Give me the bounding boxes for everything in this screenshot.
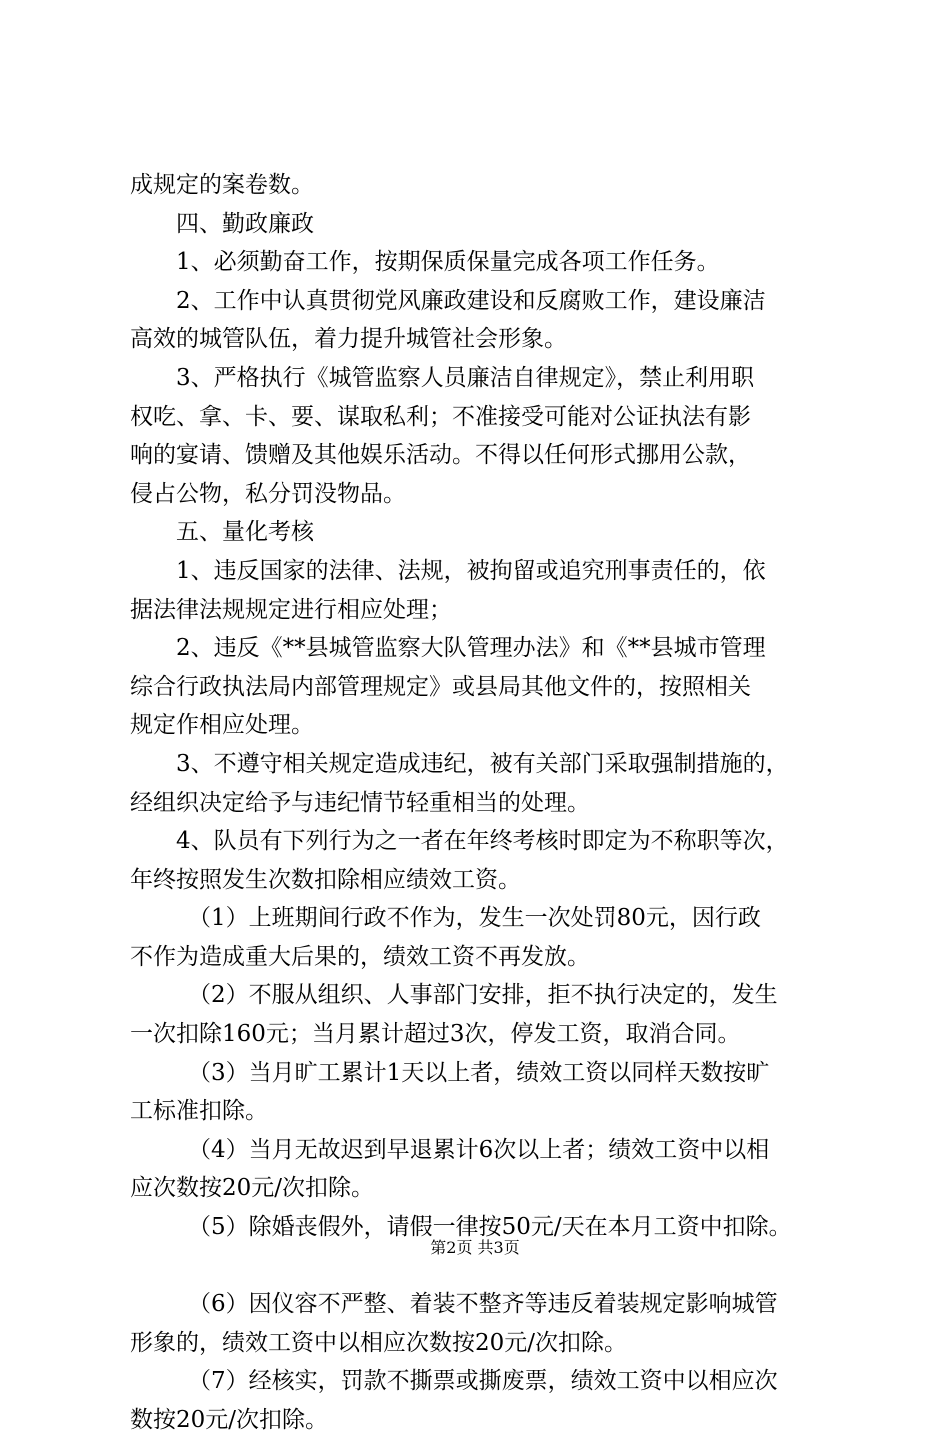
text-line: 侵占公物，私分罚没物品。 <box>130 480 406 507</box>
text-line: （1）上班期间行政不作为，发生一次处罚80元，因行政 <box>188 905 761 932</box>
text-line: 不作为造成重大后果的，绩效工资不再发放。 <box>130 943 590 970</box>
text-line: 1、必须勤奋工作，按期保质保量完成各项工作任务。 <box>176 249 720 276</box>
text-line: （5）除婚丧假外，请假一律按50元/天在本月工资中扣除。 <box>188 1214 792 1241</box>
text-line: 响的宴请、馈赠及其他娱乐活动。不得以任何形式挪用公款， <box>130 442 751 469</box>
text-line: 经组织决定给予与违纪情节轻重相当的处理。 <box>130 789 590 816</box>
text-line: 1、违反国家的法律、法规，被拘留或追究刑事责任的，依 <box>176 557 766 584</box>
text-line: （7）经核实，罚款不撕票或撕废票，绩效工资中以相应次 <box>188 1368 778 1395</box>
text-line: 年终按照发生次数扣除相应绩效工资。 <box>130 866 521 893</box>
text-line: 工标准扣除。 <box>130 1098 268 1125</box>
text-line: 2、违反《**县城管监察大队管理办法》和《**县城市管理 <box>176 635 766 662</box>
text-line: 高效的城管队伍，着力提升城管社会形象。 <box>130 326 567 353</box>
section-heading: 五、量化考核 <box>176 519 314 546</box>
page-indicator: 第2页 共3页 <box>430 1238 520 1257</box>
text-line: 规定作相应处理。 <box>130 712 314 739</box>
page-footer <box>0 1235 950 1258</box>
text-line: 一次扣除160元；当月累计超过3次，停发工资，取消合同。 <box>130 1021 741 1048</box>
text-line: 3、不遵守相关规定造成违纪，被有关部门采取强制措施的， <box>176 750 789 777</box>
section-heading: 四、勤政廉政 <box>176 210 314 237</box>
text-line: 2、工作中认真贯彻党风廉政建设和反腐败工作，建设廉洁 <box>176 287 766 314</box>
text-line: （3）当月旷工累计1天以上者，绩效工资以同样天数按旷 <box>188 1059 770 1086</box>
text-line: 应次数按20元/次扣除。 <box>130 1175 375 1202</box>
text-line: 4、队员有下列行为之一者在年终考核时即定为不称职等次， <box>176 828 789 855</box>
text-line: 综合行政执法局内部管理规定》或县局其他文件的，按照相关 <box>130 673 751 700</box>
text-line: 权吃、拿、卡、要、谋取私利；不准接受可能对公证执法有影 <box>130 403 751 430</box>
text-line: （4）当月无故迟到早退累计6次以上者；绩效工资中以相 <box>188 1136 770 1163</box>
text-line: （6）因仪容不严整、着装不整齐等违反着装规定影响城管 <box>188 1291 778 1318</box>
text-line: 形象的，绩效工资中以相应次数按20元/次扣除。 <box>130 1329 628 1356</box>
text-line: 成规定的案卷数。 <box>130 172 314 198</box>
text-line: （2）不服从组织、人事部门安排，拒不执行决定的，发生 <box>188 982 778 1009</box>
text-line: 数按20元/次扣除。 <box>130 1407 329 1433</box>
text-line: 据法律法规规定进行相应处理； <box>130 596 452 623</box>
text-line: 3、严格执行《城管监察人员廉洁自律规定》，禁止利用职 <box>176 364 755 391</box>
